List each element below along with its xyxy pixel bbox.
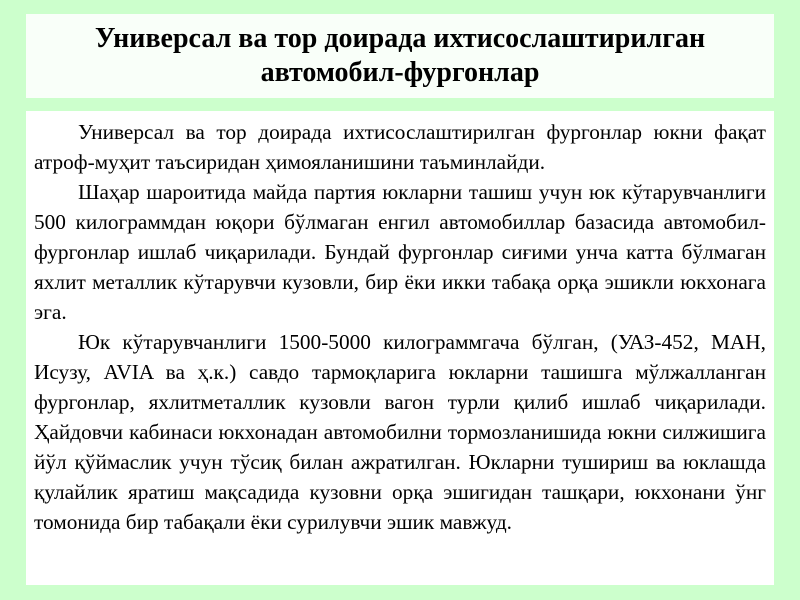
paragraph-1: Универсал ва тор доирада ихтисослаштирилган фургонлар юкни фақат атроф-муҳит таъсиридан ҳимояланишини таъминлайди. [34,120,766,174]
paragraph-3: Юк кўтарувчанлиги 1500-5000 килограммгача бўлган, (УАЗ-452, МАН, Исузу, AVIA ва ҳ.к.) савдо тармоқларига юкларни ташишга мўлжалланган фургонлар, яхлитметаллик кузовли вагон турли қилиб ишлаб чиқарилади. Ҳайдовчи кабинаси юкхонадан автомобилни тормозланишида юкни силжишига йўл қўймаслик учун тўсиқ билан ажратилган. Юкларни тушириш ва юклашда қулайлик яратиш мақсадида кузовни орқа эшигидан ташқари, юкхонани ўнг томонида бир табақали ёки сурилувчи эшик мавжуд. [34,330,766,534]
paragraph-2: Шаҳар шароитида майда партия юкларни ташиш учун юк кўтарувчанлиги 500 килограммдан юқори бўлмаган енгил автомобиллар базасида автомобил-фургонлар ишлаб чиқарилади. Бундай фургонлар сиғими унча катта бўлмаган яхлит металлик кўтарувчи кузовли, бир ёки икки табақа орқа эшикли юкхонага эга. [34,180,766,324]
slide-title-line-2: автомобил-фургонлар [260,57,540,88]
slide-title-line-1: Универсал ва тор доирада ихтисослаштирилган [94,23,706,54]
slide-title-box [26,14,774,98]
slide-body-text [26,111,774,585]
